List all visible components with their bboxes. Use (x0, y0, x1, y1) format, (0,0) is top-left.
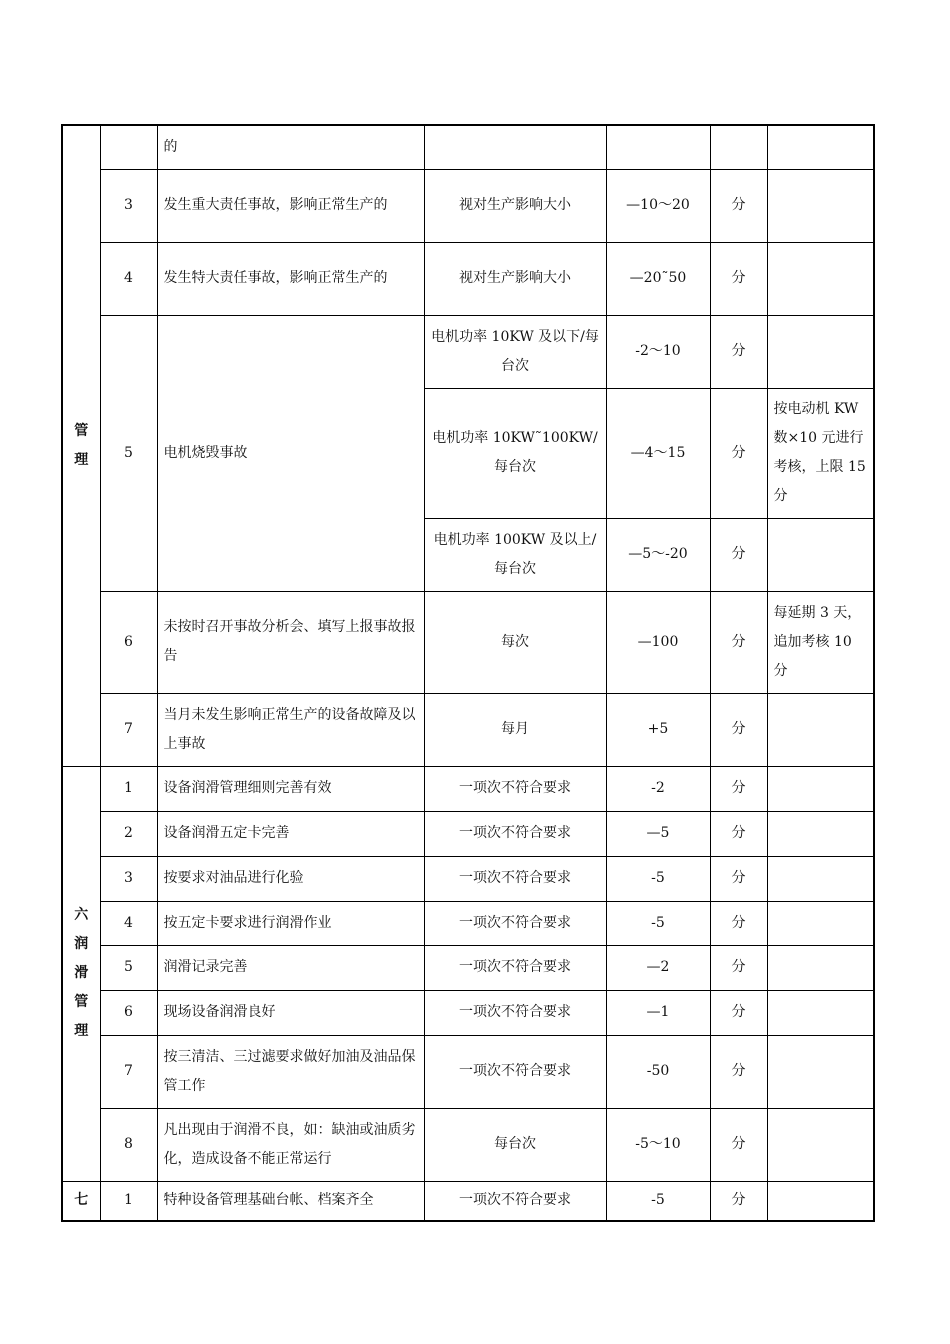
score-cell: —1 (606, 990, 710, 1035)
condition-cell: 一项次不符合要求 (424, 990, 606, 1035)
note-cell (767, 693, 874, 766)
category-char: 润 (74, 936, 89, 952)
item-cell: 现场设备润滑良好 (157, 990, 424, 1035)
condition-cell: 一项次不符合要求 (424, 1181, 606, 1221)
note-cell (767, 1181, 874, 1221)
row-number: 1 (100, 1181, 157, 1221)
note-cell (767, 901, 874, 945)
row-number: 4 (100, 901, 157, 945)
note-cell (767, 1035, 874, 1108)
item-cell: 当月未发生影响正常生产的设备故障及以上事故 (157, 693, 424, 766)
item-cell: 按三清洁、三过滤要求做好加油及油品保管工作 (157, 1035, 424, 1108)
item-cell: 设备润滑五定卡完善 (157, 811, 424, 856)
condition-cell: 一项次不符合要求 (424, 945, 606, 990)
note-cell (767, 125, 874, 169)
category-char: 管 (74, 994, 89, 1010)
row-number: 5 (100, 945, 157, 990)
table-row (62, 901, 874, 945)
score-cell: —100 (606, 591, 710, 693)
note-cell (767, 315, 874, 388)
unit-cell: 分 (710, 945, 767, 990)
item-cell: 润滑记录完善 (157, 945, 424, 990)
condition-cell: 电机功率 10KW 及以下/每台次 (424, 315, 606, 388)
score-cell: -2～10 (606, 315, 710, 388)
table-row (62, 811, 874, 856)
table-row (62, 945, 874, 990)
table-row (62, 1181, 874, 1221)
row-number: 3 (100, 856, 157, 901)
category-char: 六 (74, 907, 89, 923)
unit-cell: 分 (710, 388, 767, 518)
item-cell: 电机烧毁事故 (157, 315, 424, 591)
table-row (62, 315, 874, 388)
note-cell (767, 811, 874, 856)
unit-cell: 分 (710, 856, 767, 901)
note-cell (767, 856, 874, 901)
item-cell: 特种设备管理基础台帐、档案齐全 (157, 1181, 424, 1221)
score-cell: -5 (606, 1181, 710, 1221)
condition-cell: 一项次不符合要求 (424, 1035, 606, 1108)
table-row (62, 242, 874, 315)
table-row (62, 169, 874, 242)
condition-cell: 一项次不符合要求 (424, 856, 606, 901)
item-cell: 未按时召开事故分析会、填写上报事故报告 (157, 591, 424, 693)
row-number: 6 (100, 990, 157, 1035)
score-cell (606, 125, 710, 169)
unit-cell: 分 (710, 242, 767, 315)
score-cell: —5～-20 (606, 518, 710, 591)
item-cell: 凡出现由于润滑不良，如：缺油或油质劣化，造成设备不能正常运行 (157, 1108, 424, 1181)
note-cell (767, 242, 874, 315)
unit-cell: 分 (710, 518, 767, 591)
unit-cell: 分 (710, 1035, 767, 1108)
table-row (62, 856, 874, 901)
table-row (62, 990, 874, 1035)
score-cell: -2 (606, 766, 710, 811)
category-cell-management (62, 125, 100, 766)
unit-cell: 分 (710, 901, 767, 945)
unit-cell: 分 (710, 693, 767, 766)
condition-cell (424, 125, 606, 169)
table-row (62, 1108, 874, 1181)
note-cell (767, 169, 874, 242)
score-cell: -50 (606, 1035, 710, 1108)
item-cell: 发生特大责任事故，影响正常生产的 (157, 242, 424, 315)
category-char: 理 (74, 1023, 89, 1039)
note-cell (767, 945, 874, 990)
condition-cell: 电机功率 100KW 及以上/每台次 (424, 518, 606, 591)
condition-cell: 每台次 (424, 1108, 606, 1181)
score-cell: -5 (606, 856, 710, 901)
row-number: 3 (100, 169, 157, 242)
category-char: 滑 (74, 965, 89, 981)
condition-cell: 每月 (424, 693, 606, 766)
table-row (62, 125, 874, 169)
table-row (62, 693, 874, 766)
score-cell: -5～10 (606, 1108, 710, 1181)
item-cell: 设备润滑管理细则完善有效 (157, 766, 424, 811)
table-row (62, 591, 874, 693)
score-cell: —5 (606, 811, 710, 856)
category-cell-special: 七 (62, 1181, 100, 1221)
unit-cell: 分 (710, 1181, 767, 1221)
condition-cell: 每次 (424, 591, 606, 693)
score-cell: —10～20 (606, 169, 710, 242)
row-number: 2 (100, 811, 157, 856)
score-cell: +5 (606, 693, 710, 766)
row-number: 6 (100, 591, 157, 693)
condition-cell: 一项次不符合要求 (424, 901, 606, 945)
row-number: 7 (100, 1035, 157, 1108)
note-cell (767, 518, 874, 591)
condition-cell: 电机功率 10KW˜100KW/每台次 (424, 388, 606, 518)
unit-cell: 分 (710, 1108, 767, 1181)
unit-cell: 分 (710, 315, 767, 388)
score-cell: -5 (606, 901, 710, 945)
unit-cell: 分 (710, 766, 767, 811)
assessment-table (61, 124, 875, 1222)
condition-cell: 视对生产影响大小 (424, 242, 606, 315)
item-cell: 发生重大责任事故，影响正常生产的 (157, 169, 424, 242)
score-cell: —2 (606, 945, 710, 990)
note-cell: 每延期 3 天，追加考核 10 分 (767, 591, 874, 693)
row-number: 5 (100, 315, 157, 591)
unit-cell: 分 (710, 169, 767, 242)
score-cell: —4～15 (606, 388, 710, 518)
category-cell-lubrication (62, 766, 100, 1181)
note-cell (767, 1108, 874, 1181)
item-cell: 按五定卡要求进行润滑作业 (157, 901, 424, 945)
table-row (62, 1035, 874, 1108)
item-cell: 按要求对油品进行化验 (157, 856, 424, 901)
row-number: 1 (100, 766, 157, 811)
unit-cell (710, 125, 767, 169)
unit-cell: 分 (710, 811, 767, 856)
condition-cell: 视对生产影响大小 (424, 169, 606, 242)
table-row (62, 766, 874, 811)
unit-cell: 分 (710, 591, 767, 693)
category-char: 理 (74, 451, 89, 468)
condition-cell: 一项次不符合要求 (424, 766, 606, 811)
note-cell (767, 990, 874, 1035)
row-number: 7 (100, 693, 157, 766)
row-number: 8 (100, 1108, 157, 1181)
unit-cell: 分 (710, 990, 767, 1035)
item-cell: 的 (157, 125, 424, 169)
row-number (100, 125, 157, 169)
category-char: 管 (74, 422, 89, 439)
condition-cell: 一项次不符合要求 (424, 811, 606, 856)
note-cell: 按电动机 KW 数×10 元进行考核，上限 15 分 (767, 388, 874, 518)
row-number: 4 (100, 242, 157, 315)
note-cell (767, 766, 874, 811)
score-cell: —20˜50 (606, 242, 710, 315)
